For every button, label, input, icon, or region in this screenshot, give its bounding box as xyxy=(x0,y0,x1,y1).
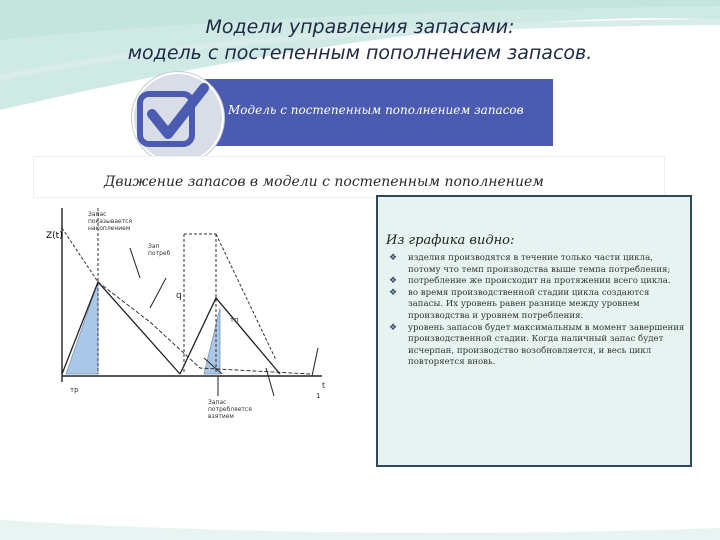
checkmark-badge xyxy=(132,72,224,164)
chart-label-small2: тп xyxy=(230,316,239,324)
bullet-icon: ❖ xyxy=(389,287,398,298)
inventory-line-3 xyxy=(98,282,310,374)
chart-label-one: 1 xyxy=(316,392,321,400)
title-line-1: Модели управления запасами: xyxy=(205,16,515,38)
y-axis-label: Z(t) xyxy=(46,231,63,241)
list-item: ❖ изделия производятся в течение только части цикла, потому что темп производства выше темпа потребления; xyxy=(389,253,671,275)
chart-label-t: t xyxy=(322,381,326,390)
list-item: ❖ уровень запасов будет максимальным в момент завершения производственной стадии. Когда наличный запас будет исчерпан, производство возобновляется, и весь цикл повторяется вновь. xyxy=(389,322,685,368)
bullet-icon: ❖ xyxy=(389,253,398,263)
section-subheader xyxy=(34,157,664,197)
list-item: ❖ во время производственной стадии цикла создаются запасы. Их уровень равен разнице между уровнем производства и уровнем потребления. xyxy=(389,287,650,321)
chart-label-mid: Зап потреб xyxy=(148,243,171,257)
note-title: Из графика видно: xyxy=(386,233,515,248)
note-list xyxy=(388,253,686,369)
chart-label-small1: тр xyxy=(70,386,79,394)
banner-label: Модель с постепенным пополнением запасов xyxy=(228,103,524,117)
title-line-2: модель с постепенным пополнением запасов. xyxy=(127,42,593,64)
list-item: ❖ потребление же происходит на протяжении всего цикла. xyxy=(389,276,671,287)
inventory-diagram xyxy=(40,198,380,428)
page-title xyxy=(0,14,720,66)
chart-label-q: q xyxy=(176,291,182,301)
chart-label-bottom: Запас потребляется взятием xyxy=(208,399,252,420)
inventory-line-2 xyxy=(180,298,280,374)
topic-banner xyxy=(184,79,553,146)
conclusion-note xyxy=(376,195,692,467)
checkmark-icon xyxy=(134,74,222,162)
bullet-icon: ❖ xyxy=(389,322,398,333)
chart-label-top-left: Запас показывается накоплением xyxy=(88,211,133,232)
bullet-icon: ❖ xyxy=(389,276,398,287)
subheader-text: Движение запасов в модели с постепенным пополнением xyxy=(104,174,544,190)
